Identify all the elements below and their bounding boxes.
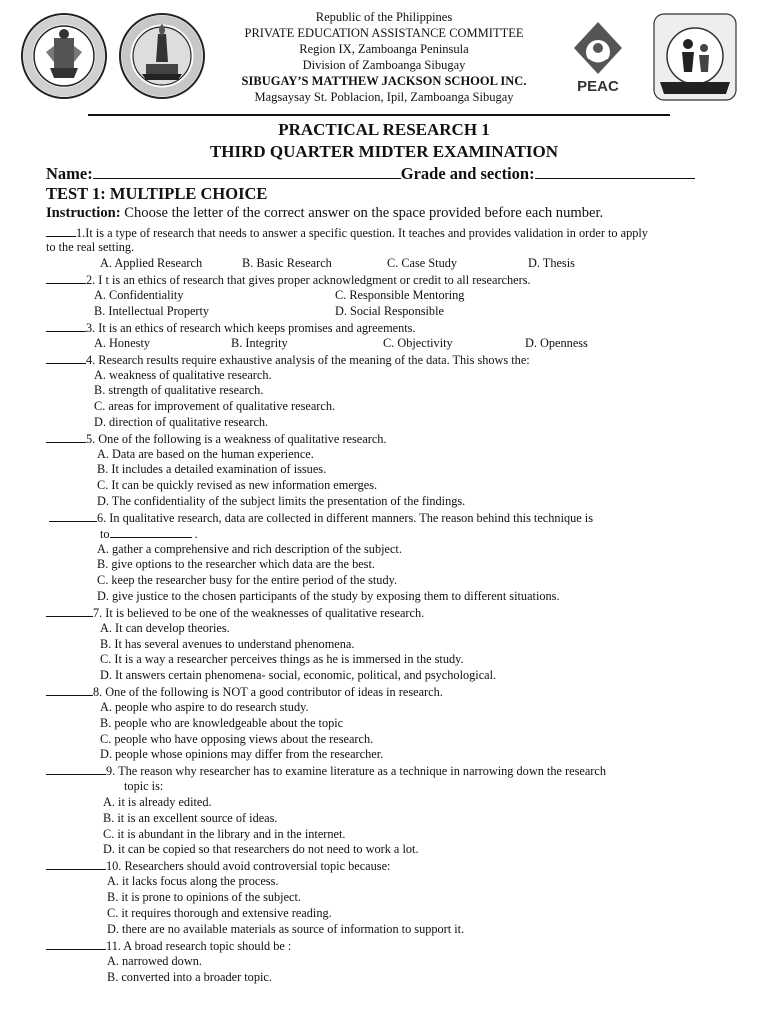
q2-choice-d: D. Social Responsible: [335, 304, 444, 318]
answer-blank-1[interactable]: [46, 225, 76, 237]
question-3: [46, 320, 416, 335]
name-label: Name:: [46, 164, 93, 183]
q1-choice-b: B. Basic Research: [242, 256, 332, 270]
question-3-text: 3. It is an ethics of research which keeps promises and agreements.: [86, 321, 416, 335]
question-2-text: 2. I t is an ethics of research that gives proper acknowledgment or credit to all researchers.: [86, 273, 531, 287]
header-address: Magsaysay St. Poblacion, Ipil, Zamboanga Sibugay: [254, 90, 514, 104]
q7-choice-b: B. It has several avenues to understand phenomena.: [100, 637, 355, 651]
answer-blank-5[interactable]: [46, 431, 86, 443]
q5-choice-b: B. It includes a detailed examination of issues.: [97, 462, 327, 476]
question-8: [46, 684, 443, 699]
q2-choice-a: A. Confidentiality: [94, 288, 184, 302]
answer-blank-10[interactable]: [46, 858, 106, 870]
grade-section-blank[interactable]: [535, 167, 695, 179]
q4-choice-d: D. direction of qualitative research.: [94, 415, 269, 429]
q10-choice-a: A. it lacks focus along the process.: [107, 874, 279, 888]
question-10-text: 10. Researchers should avoid controversial topic because:: [106, 859, 391, 873]
header-division: Division of Zamboanga Sibugay: [302, 58, 466, 72]
peac-logo-text: PEAC: [577, 78, 619, 95]
q3-choice-a: A. Honesty: [94, 336, 151, 350]
question-6: [49, 510, 593, 525]
question-9-text: 9. The reason why researcher has to examine literature as a technique in narrowing down the research: [106, 764, 606, 778]
name-blank[interactable]: [93, 167, 401, 179]
q9-choice-b: B. it is an excellent source of ideas.: [103, 811, 278, 825]
question-1-text: 1.It is a type of research that needs to answer a specific question. It teaches and provides validation in order to apply: [76, 226, 648, 240]
instruction-text: Choose the letter of the correct answer on the space provided before each number.: [120, 205, 604, 221]
q1-choice-a: A. Applied Research: [100, 256, 203, 270]
test-label: TEST 1: MULTIPLE CHOICE: [46, 184, 268, 203]
q8-choice-a: A. people who aspire to do research study.: [100, 700, 309, 714]
answer-blank-3[interactable]: [46, 320, 86, 332]
header-committee: PRIVATE EDUCATION ASSISTANCE COMMITTEE: [244, 26, 524, 40]
question-6-cont-end: .: [191, 527, 198, 541]
q10-choice-b: B. it is prone to opinions of the subject.: [107, 890, 302, 904]
question-5: [46, 431, 387, 446]
question-9: [46, 763, 606, 778]
q5-choice-d: D. The confidentiality of the subject limits the presentation of the findings.: [97, 494, 466, 508]
question-11: [46, 938, 291, 953]
header-republic: Republic of the Philippines: [315, 10, 453, 24]
q3-choice-d: D. Openness: [525, 336, 588, 350]
q10-choice-c: C. it requires thorough and extensive reading.: [107, 906, 332, 920]
q1-choice-d: D. Thesis: [528, 256, 575, 270]
q8-choice-b: B. people who are knowledgeable about the topic: [100, 716, 344, 730]
q6-choice-b: B. give options to the researcher which data are the best.: [97, 557, 375, 571]
question-7-text: 7. It is believed to be one of the weaknesses of qualitative research.: [93, 606, 425, 620]
question-4: [46, 352, 530, 367]
q4-choice-b: B. strength of qualitative research.: [94, 383, 264, 397]
q4-choice-c: C. areas for improvement of qualitative research.: [94, 399, 336, 413]
q2-choice-b: B. Intellectual Property: [94, 304, 210, 318]
q3-choice-b: B. Integrity: [231, 336, 288, 350]
q3-choice-c: C. Objectivity: [383, 336, 453, 350]
question-5-text: 5. One of the following is a weakness of qualitative research.: [86, 432, 387, 446]
question-6-cont: [100, 526, 198, 541]
question-6-text: 6. In qualitative research, data are collected in different manners. The reason behind this technique is: [97, 511, 594, 525]
q10-choice-d: D. there are no available materials as source of information to support it.: [107, 922, 465, 936]
q11-choice-a: A. narrowed down.: [107, 954, 202, 968]
q9-choice-d: D. it can be copied so that researchers do not need to work a lot.: [103, 842, 419, 856]
q7-choice-a: A. It can develop theories.: [100, 621, 230, 635]
question-2: [46, 272, 531, 287]
header-divider: [88, 114, 670, 116]
q6-choice-d: D. give justice to the chosen participants of the study by exposing them to different situations.: [97, 589, 560, 603]
instruction-line: [46, 205, 603, 222]
question-1-cont: to the real setting.: [46, 240, 135, 254]
answer-blank-6[interactable]: [49, 510, 97, 522]
question-9-cont: topic is:: [124, 779, 164, 793]
q4-choice-a: A. weakness of qualitative research.: [94, 368, 272, 382]
header-school-name: SIBUGAY’S MATTHEW JACKSON SCHOOL INC.: [241, 74, 527, 88]
answer-blank-11[interactable]: [46, 938, 106, 950]
q6-choice-c: C. keep the researcher busy for the entire period of the study.: [97, 573, 398, 587]
q2-choice-c: C. Responsible Mentoring: [335, 288, 465, 302]
question-7: [46, 605, 424, 620]
question-1: [46, 225, 648, 240]
q11-choice-b: B. converted into a broader topic.: [107, 970, 272, 984]
q1-choice-c: C. Case Study: [387, 256, 458, 270]
q7-choice-c: C. It is a way a researcher perceives things as he is immersed in the study.: [100, 652, 464, 666]
exam-title: THIRD QUARTER MIDTER EXAMINATION: [209, 142, 559, 161]
grade-section-label: Grade and section:: [400, 164, 535, 183]
answer-blank-9[interactable]: [46, 763, 106, 775]
question-11-text: 11. A broad research topic should be :: [106, 939, 292, 953]
answer-blank-7[interactable]: [46, 605, 93, 617]
question-4-text: 4. Research results require exhaustive analysis of the meaning of the data. This shows the:: [86, 353, 530, 367]
answer-blank-2[interactable]: [46, 272, 86, 284]
instruction-label: Instruction:: [46, 205, 121, 221]
q9-choice-c: C. it is abundant in the library and in the internet.: [103, 827, 346, 841]
q5-choice-c: C. It can be quickly revised as new information emerges.: [97, 478, 378, 492]
answer-blank-4[interactable]: [46, 352, 86, 364]
exam-subject-title: PRACTICAL RESEARCH 1: [278, 120, 490, 139]
q8-choice-c: C. people who have opposing views about the research.: [100, 732, 374, 746]
header-region: Region IX, Zamboanga Peninsula: [299, 42, 469, 56]
question-10: [46, 858, 390, 873]
q6-fill-blank[interactable]: [110, 526, 192, 538]
q5-choice-a: A. Data are based on the human experience.: [97, 447, 314, 461]
name-grade-row: [46, 165, 695, 183]
question-8-text: 8. One of the following is NOT a good contributor of ideas in research.: [93, 685, 443, 699]
q6-choice-a: A. gather a comprehensive and rich description of the subject.: [97, 542, 402, 556]
q8-choice-d: D. people whose opinions may differ from the researcher.: [100, 747, 384, 761]
answer-blank-8[interactable]: [46, 684, 93, 696]
question-6-cont-text: to: [100, 527, 110, 541]
school-header: [0, 9, 768, 105]
q9-choice-a: A. it is already edited.: [103, 795, 212, 809]
q7-choice-d: D. It answers certain phenomena- social, economic, political, and psychological.: [100, 668, 497, 682]
